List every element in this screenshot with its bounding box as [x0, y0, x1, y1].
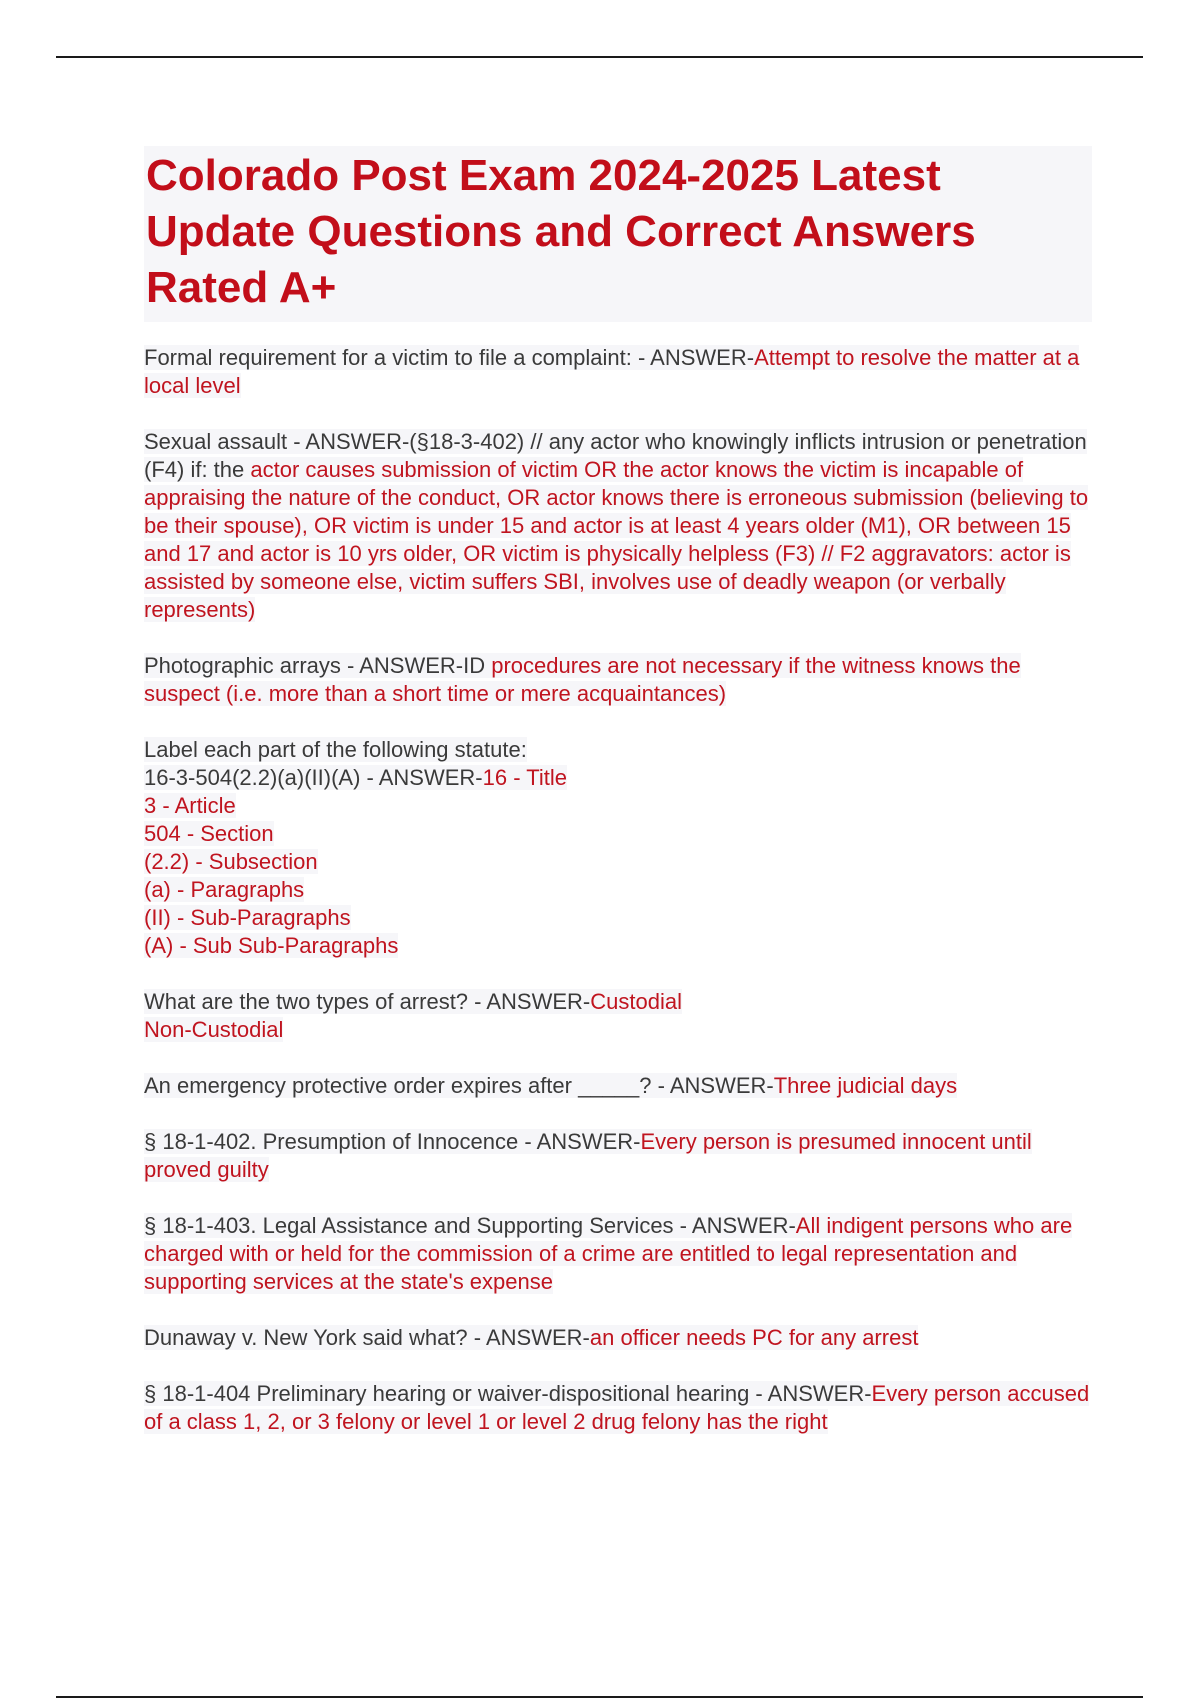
question-text: § 18-1-404 Preliminary hearing or waiver-dispositional hearing - ANSWER- — [144, 1381, 872, 1406]
answer-text: an officer needs PC for any arrest — [589, 1325, 919, 1350]
qa-item — [144, 1072, 1092, 1100]
top-rule — [56, 56, 1143, 58]
question-text: Formal requirement for a victim to file a complaint: - ANSWER- — [144, 345, 755, 370]
qa-item — [144, 988, 1092, 1044]
qa-item — [144, 736, 1092, 960]
answer-text: Three judicial days — [773, 1073, 958, 1098]
answer-text: procedures are not necessary if the witness knows the suspect (i.e. more than a short time or mere acquaintances) — [144, 653, 1021, 706]
question-text: Dunaway v. New York said what? - ANSWER- — [144, 1325, 590, 1350]
answer-text: Every person is presumed innocent until proved guilty — [144, 1129, 1032, 1182]
answer-text: Every person accused of a class 1, 2, or 3 felony or level 1 or level 2 drug felony has the right — [144, 1381, 1090, 1434]
qa-item — [144, 344, 1092, 400]
qa-item — [144, 652, 1092, 708]
question-text: Sexual assault - ANSWER-(§18-3-402) // any actor who knowingly inflicts intrusion or penetration (F4) if: the — [144, 429, 1087, 482]
qa-item — [144, 1212, 1092, 1296]
document-content — [144, 146, 1092, 1464]
qa-item — [144, 1128, 1092, 1184]
question-text: Photographic arrays - ANSWER-ID — [144, 653, 492, 678]
answer-text: Attempt to resolve the matter at a local level — [144, 345, 1080, 398]
question-text: § 18-1-403. Legal Assistance and Supporting Services - ANSWER- — [144, 1213, 796, 1238]
question-text: What are the two types of arrest? - ANSWER- — [144, 989, 591, 1014]
document-title: Colorado Post Exam 2024-2025 Latest Update Questions and Correct Answers Rated A+ — [144, 146, 1092, 322]
answer-text: All indigent persons who are charged with or held for the commission of a crime are entitled to legal representation and supporting services at the state's expense — [144, 1213, 1073, 1294]
qa-item — [144, 1380, 1092, 1436]
answer-text: actor causes submission of victim OR the actor knows the victim is incapable of appraising the nature of the conduct, OR actor knows there is erroneous submission (believing to be their spouse), OR victim is under 15 and actor is at least 4 years older (M1), OR between 15 and 17 and actor is 10 yrs older, OR victim is physically helpless (F3) // F2 aggravators: actor is assisted by someone else, victim suffers SBI, involves use of deadly weapon (or verbally represents) — [144, 457, 1089, 622]
qa-item — [144, 1324, 1092, 1352]
question-text: An emergency protective order expires after _____? - ANSWER- — [144, 1073, 774, 1098]
bottom-rule — [56, 1696, 1143, 1698]
question-text: Label each part of the following statute: 16-3-504(2.2)(a)(II)(A) - ANSWER- — [144, 737, 527, 790]
answer-text: 16 - Title 3 - Article 504 - Section (2.2) - Subsection (a) - Paragraphs (II) - Sub-Paragraphs (A) - Sub Sub-Paragraphs — [144, 765, 567, 958]
answer-text: Custodial Non-Custodial — [144, 989, 682, 1042]
question-text: § 18-1-402. Presumption of Innocence - ANSWER- — [144, 1129, 641, 1154]
qa-item — [144, 428, 1092, 624]
